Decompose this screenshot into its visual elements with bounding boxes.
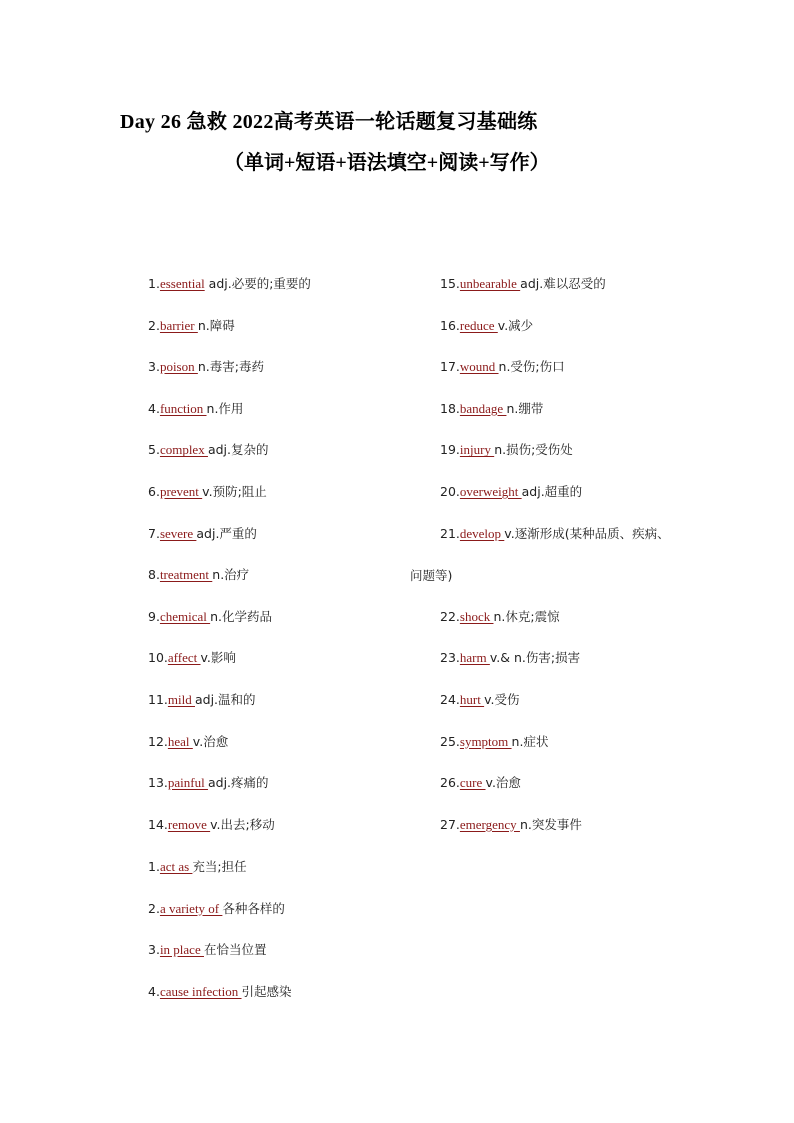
vocab-21-continuation: 问题等): [410, 568, 453, 583]
item-definition: 在恰当位置: [203, 942, 267, 958]
item-number: 18.: [440, 400, 460, 416]
item-definition: n.治疗: [212, 567, 250, 583]
list-item: [148, 276, 311, 292]
item-number: 8.: [148, 567, 160, 583]
item-number: 10.: [148, 650, 168, 666]
list-item: [148, 650, 236, 666]
item-word: cure: [459, 775, 486, 791]
item-number: 7.: [148, 525, 160, 541]
item-word: cause infection: [159, 983, 242, 999]
item-number: 4.: [148, 983, 160, 999]
item-number: 6.: [148, 484, 160, 499]
item-word: function: [159, 400, 207, 416]
item-definition: n.毒害;毒药: [197, 359, 264, 375]
list-item: [148, 442, 269, 458]
item-word: shock: [459, 608, 494, 624]
item-definition: n.作用: [206, 400, 244, 416]
list-item: [440, 442, 573, 458]
item-definition: v.出去;移动: [210, 816, 275, 832]
item-word: treatment: [159, 567, 213, 583]
item-word: develop: [459, 525, 505, 541]
item-number: 13.: [148, 775, 168, 791]
list-item: [148, 984, 292, 1000]
item-number: 3.: [148, 942, 160, 958]
list-item: [148, 901, 285, 917]
item-number: 25.: [440, 733, 460, 749]
item-word: injury: [459, 442, 495, 458]
item-word: bandage: [459, 400, 507, 416]
item-word: harm: [459, 650, 490, 666]
item-word: severe: [159, 525, 197, 541]
item-word: painful: [167, 775, 208, 791]
item-number: 9.: [148, 608, 160, 624]
item-word: remove: [167, 816, 211, 832]
item-number: 23.: [440, 650, 460, 666]
list-item: [440, 526, 670, 542]
item-definition: n.障碍: [197, 317, 235, 333]
item-number: 20.: [440, 484, 460, 499]
item-word: mild: [167, 692, 195, 707]
item-word: heal: [167, 733, 193, 749]
list-item: [440, 650, 580, 666]
list-item: [440, 775, 521, 791]
item-number: 24.: [440, 692, 460, 707]
item-definition: adj.温和的: [194, 692, 256, 707]
item-number: 14.: [148, 816, 168, 832]
item-number: 12.: [148, 733, 168, 749]
item-word: poison: [159, 359, 198, 375]
list-item: [148, 942, 267, 958]
item-definition: 充当;担任: [192, 859, 247, 874]
item-number: 22.: [440, 608, 460, 624]
item-definition: 引起感染: [241, 983, 292, 999]
item-definition: adj.必要的;重要的: [204, 276, 311, 291]
item-definition: adj.超重的: [521, 484, 583, 499]
list-item: [148, 401, 243, 417]
item-number: 2.: [148, 317, 160, 333]
list-item: [148, 567, 249, 583]
item-word: prevent: [159, 484, 203, 499]
item-number: 1.: [148, 276, 160, 291]
list-item: [440, 276, 606, 292]
list-item: [148, 775, 269, 791]
item-number: 17.: [440, 359, 460, 375]
item-word: unbearable: [459, 276, 521, 291]
item-word: overweight: [459, 484, 522, 499]
item-number: 27.: [440, 816, 460, 832]
item-word: essential: [159, 276, 205, 291]
list-item: [440, 817, 582, 833]
item-number: 16.: [440, 317, 460, 333]
list-item: [440, 359, 565, 375]
list-item: [148, 318, 235, 334]
list-item: [440, 734, 548, 750]
list-item: [440, 318, 533, 334]
item-definition: adj.复杂的: [207, 442, 269, 458]
item-definition: v.受伤: [484, 692, 520, 707]
list-item: [148, 859, 247, 875]
item-definition: n.受伤;伤口: [498, 359, 565, 375]
item-number: 4.: [148, 400, 160, 416]
list-item: [440, 692, 520, 708]
page-title: Day 26 急救 2022高考英语一轮话题复习基础练: [120, 111, 538, 133]
item-definition: v.治愈: [192, 733, 229, 749]
item-number: 19.: [440, 442, 460, 458]
list-item: [148, 484, 267, 500]
list-item: [148, 734, 228, 750]
list-item: [148, 359, 264, 375]
item-definition: n.休克;震惊: [493, 608, 560, 624]
item-definition: v.减少: [497, 317, 534, 333]
item-number: 3.: [148, 359, 160, 375]
item-word: chemical: [159, 608, 211, 624]
item-number: 26.: [440, 775, 460, 791]
item-word: a variety of: [159, 900, 223, 916]
item-definition: v.逐渐形成(某种品质、疾病、: [504, 525, 670, 541]
list-item: [148, 817, 275, 833]
item-word: emergency: [459, 816, 520, 832]
item-definition: v.影响: [200, 650, 236, 666]
list-item: [148, 609, 272, 625]
page-subtitle: （单词+短语+语法填空+阅读+写作）: [224, 152, 550, 174]
item-definition: v.& n.伤害;损害: [489, 650, 581, 666]
item-word: barrier: [159, 317, 198, 333]
list-item: [440, 484, 582, 500]
item-definition: adj.疼痛的: [207, 775, 269, 791]
item-word: symptom: [459, 733, 512, 749]
item-number: 2.: [148, 900, 160, 916]
item-word: reduce: [459, 317, 498, 333]
item-definition: v.治愈: [485, 775, 521, 791]
item-number: 15.: [440, 276, 460, 291]
item-definition: adj.严重的: [196, 525, 257, 541]
item-definition: n.损伤;受伤处: [494, 442, 573, 458]
item-definition: adj.难以忍受的: [520, 276, 606, 291]
item-number: 21.: [440, 525, 460, 541]
item-number: 11.: [148, 692, 168, 707]
item-word: in place: [159, 942, 204, 958]
list-item: [440, 401, 543, 417]
item-number: 1.: [148, 859, 160, 874]
item-word: complex: [159, 442, 208, 458]
list-item: [148, 526, 257, 542]
item-word: affect: [167, 650, 201, 666]
item-word: wound: [459, 359, 499, 375]
list-item: [148, 692, 256, 708]
item-definition: n.症状: [511, 733, 549, 749]
item-number: 5.: [148, 442, 160, 458]
item-definition: v.预防;阻止: [202, 484, 267, 499]
item-word: act as: [159, 859, 193, 874]
list-item: [440, 609, 560, 625]
item-definition: 各种各样的: [222, 900, 285, 916]
item-definition: n.化学药品: [210, 608, 273, 624]
item-definition: n.绷带: [506, 400, 544, 416]
item-word: hurt: [459, 692, 485, 707]
item-definition: n.突发事件: [519, 816, 582, 832]
